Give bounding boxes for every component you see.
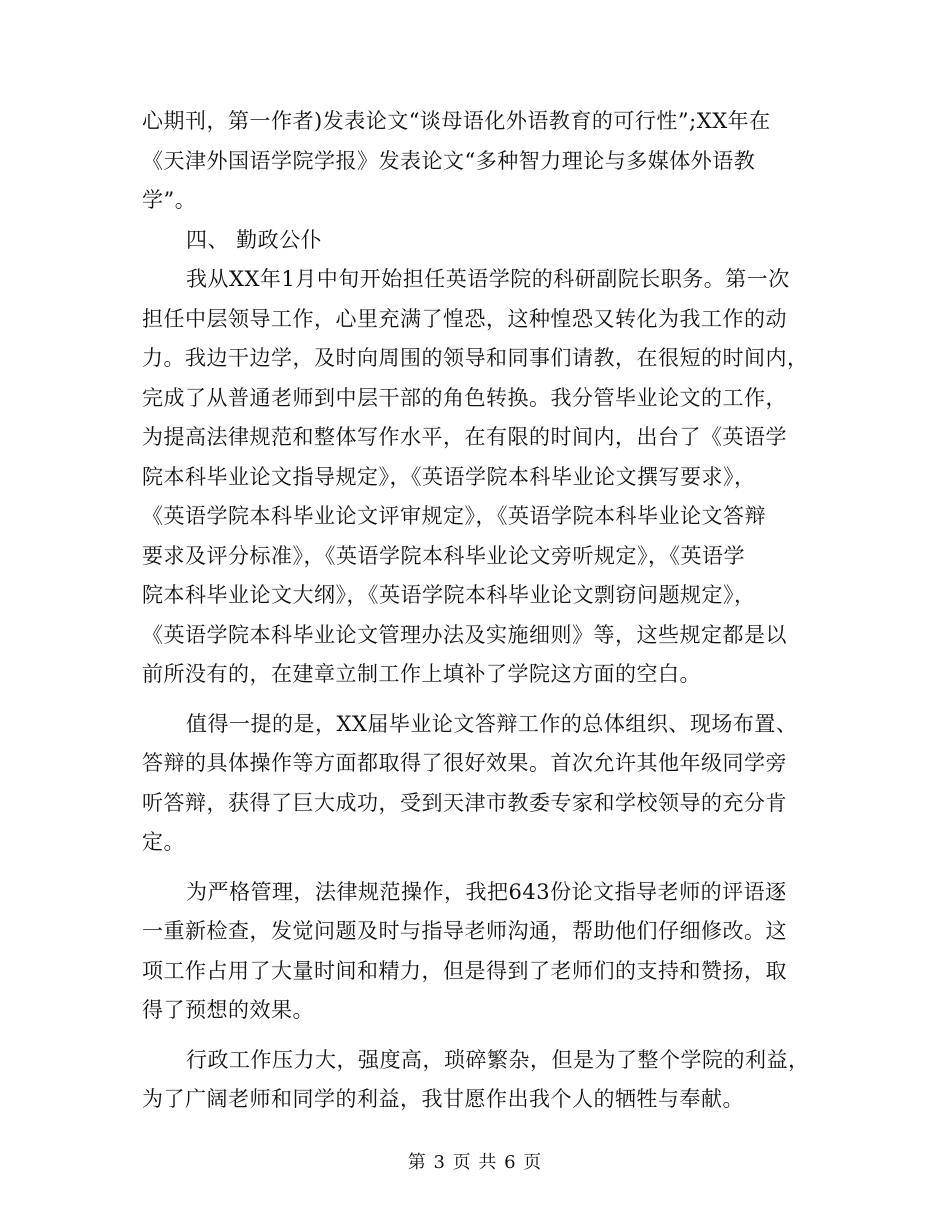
paragraph [142,102,810,221]
text-line: 院本科毕业论文大纲》，《英语学院本科毕业论文剽窃问题规定》， [142,583,756,607]
text-line: 担任中层领导工作，心里充满了惶恐，这种惶恐又转化为我工作的动 [142,306,787,331]
text-line: 听答辩，获得了巨大成功，受到天津市教委专家和学校领导的充分肯 [142,790,787,815]
text-line: 答辩的具体操作等方面都取得了很好效果。首次允许其他年级同学旁 [142,751,787,775]
paragraph [142,1041,810,1120]
text-line: 定。 [142,830,185,854]
text-line: 值得一提的是，XX届毕业论文答辩工作的总体组织、现场布置、 [186,711,798,736]
text-line: 我从XX年1月中旬开始担任英语学院的科研副院长职务。第一次 [186,267,790,291]
paragraph [142,260,810,695]
text-line: 一重新检查，发觉问题及时与指导老师沟通，帮助他们仔细修改。这 [142,919,787,943]
text-line: 为提高法律规范和整体写作水平，在有限的时间内，出台了《英语学 [142,425,787,449]
paragraph-gap [142,1031,810,1041]
text-line: 为了广阔老师和同学的利益，我甘愿作出我个人的牺牲与奉献。 [142,1087,744,1111]
text-line: 《英语学院本科毕业论文评审规定》，《英语学院本科毕业论文答辩 [142,504,766,528]
text-line: 《天津外国语学院学报》发表论文“多种智力理论与多媒体外语教 [142,148,756,173]
text-line: 要求及评分标准》，《英语学院本科毕业论文旁听规定》，《英语学 [142,543,745,568]
text-line: 力。我边干边学，及时向周围的领导和同事们请教，在很短的时间内， [142,346,809,370]
text-line: 院本科毕业论文指导规定》，《英语学院本科毕业论文撰写要求》， [142,464,756,489]
paragraph-gap [142,863,810,873]
paragraph-gap [142,695,810,705]
text-line: 《英语学院本科毕业论文管理办法及实施细则》等，这些规定都是以 [142,622,787,647]
text-line: 项工作占用了大量时间和精力，但是得到了老师们的支持和赞扬，取 [142,958,787,983]
paragraph [142,873,810,1031]
text-line: 完成了从普通老师到中层干部的角色转换。我分管毕业论文的工作， [142,385,787,410]
text-line: 四、 勤政公仆 [186,227,323,252]
text-line: 行政工作压力大，强度高，琐碎繁杂，但是为了整个学院的利益， [186,1047,810,1072]
text-line: 前所没有的，在建章立制工作上填补了学院这方面的空白。 [142,662,701,686]
paragraph [142,705,810,863]
document-body [142,102,810,1120]
text-line: 得了预想的效果。 [142,998,314,1022]
section-heading [142,221,810,261]
text-line: 学”。 [142,188,197,212]
text-line: 为严格管理，法律规范操作，我把643份论文指导老师的评语逐 [186,879,787,904]
text-line: 心期刊，第一作者)发表论文“谈母语化外语教育的可行性”;XX年在 [142,109,771,133]
page-footer: 第 3 页 共 6 页 [407,1152,543,1173]
